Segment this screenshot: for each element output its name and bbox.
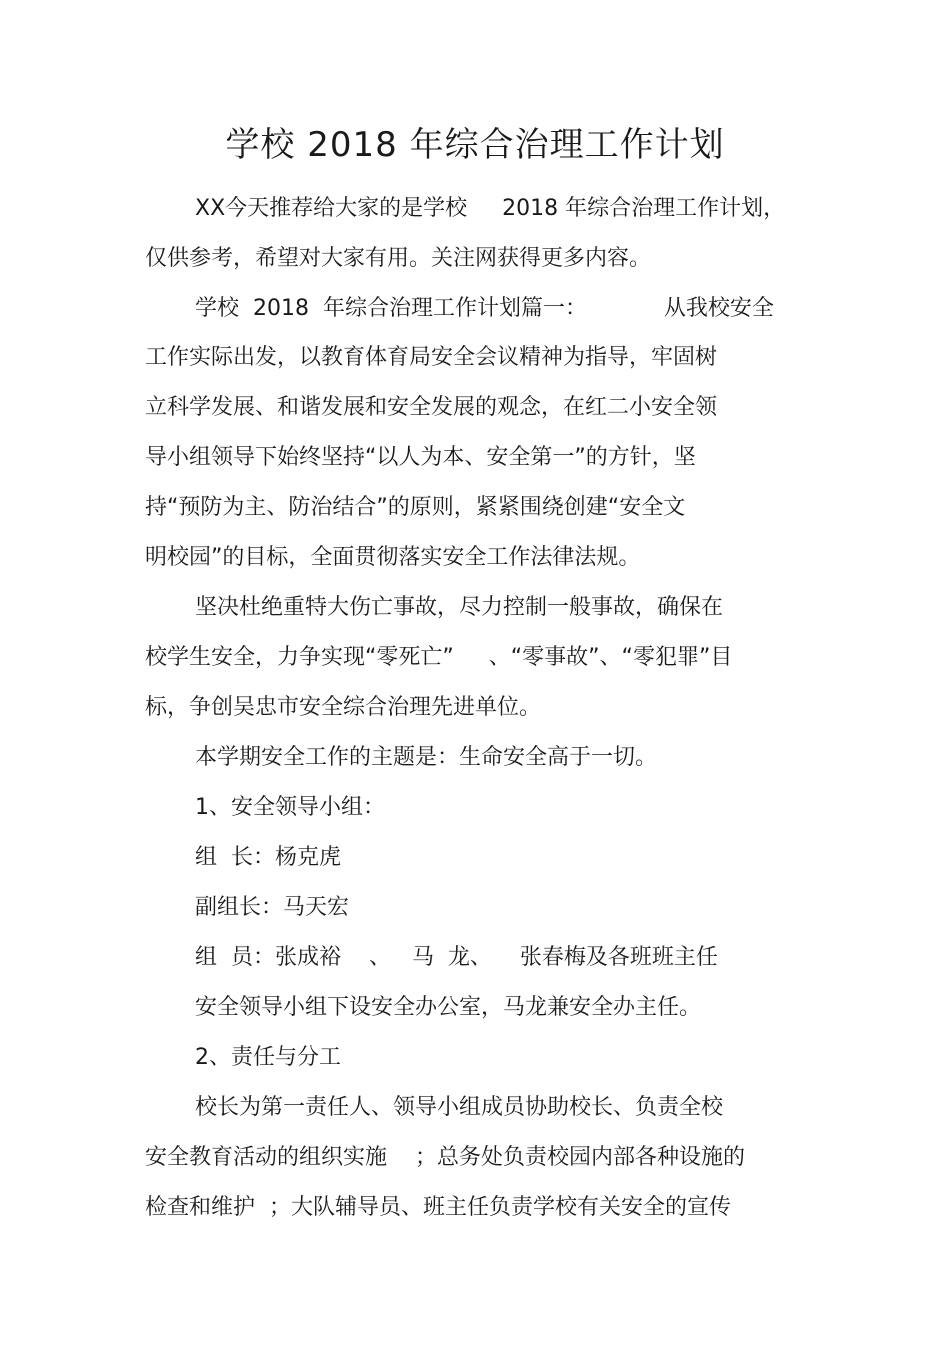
paragraph-line: 立科学发展、和谐发展和安全发展的观念，在红二小安全领 xyxy=(145,395,718,420)
paragraph-line: 持“预防为主、防治结合”的原则，紧紧围绕创建“安全文 xyxy=(145,495,686,520)
paragraph-line: 检查和维护 ；大队辅导员、班主任负责学校有关安全的宣传 xyxy=(145,1195,731,1220)
theme-line: 本学期安全工作的主题是：生命安全高于一切。 xyxy=(195,745,658,770)
document-title: 学校 2018 年综合治理工作计划 xyxy=(225,125,725,165)
paragraph-line: 坚决杜绝重特大伤亡事故，尽力控制一般事故，确保在 xyxy=(195,595,724,620)
paragraph-line: 明校园”的目标，全面贯彻落实安全工作法律法规。 xyxy=(145,545,641,570)
section-heading-line: 学校 2018 年综合治理工作计划篇一： 从我校安全 xyxy=(195,296,774,321)
paragraph-line: 工作实际出发，以教育体育局安全会议精神为指导，牢固树 xyxy=(145,345,718,370)
members-line: 组 员：张成裕 、 马 龙、 张春梅及各班班主任 xyxy=(195,945,718,970)
office-line: 安全领导小组下设安全办公室，马龙兼安全办主任。 xyxy=(195,995,702,1020)
intro-line-1: XX今天推荐给大家的是学校 2018 年综合治理工作计划， xyxy=(195,196,786,221)
paragraph-line: 校长为第一责任人、领导小组成员协助校长、负责全校 xyxy=(195,1095,724,1120)
paragraph-line: 标，争创吴忠市安全综合治理先进单位。 xyxy=(145,695,542,720)
paragraph-line: 安全教育活动的组织实施 ；总务处负责校园内部各种设施的 xyxy=(145,1145,745,1170)
heading-leadership-group: 1、安全领导小组： xyxy=(195,795,385,820)
intro-line-2: 仅供参考，希望对大家有用。关注网获得更多内容。 xyxy=(145,246,652,271)
paragraph-line: 校学生安全，力争实现“零死亡” 、“零事故”、“零犯罪”目 xyxy=(145,645,733,670)
paragraph-line: 导小组领导下始终坚持“以人为本、安全第一”的方针，坚 xyxy=(145,445,696,470)
heading-responsibility: 2、责任与分工 xyxy=(195,1045,341,1070)
leader-line: 组 长：杨克虎 xyxy=(195,845,341,870)
deputy-leader-line: 副组长：马天宏 xyxy=(195,895,350,920)
